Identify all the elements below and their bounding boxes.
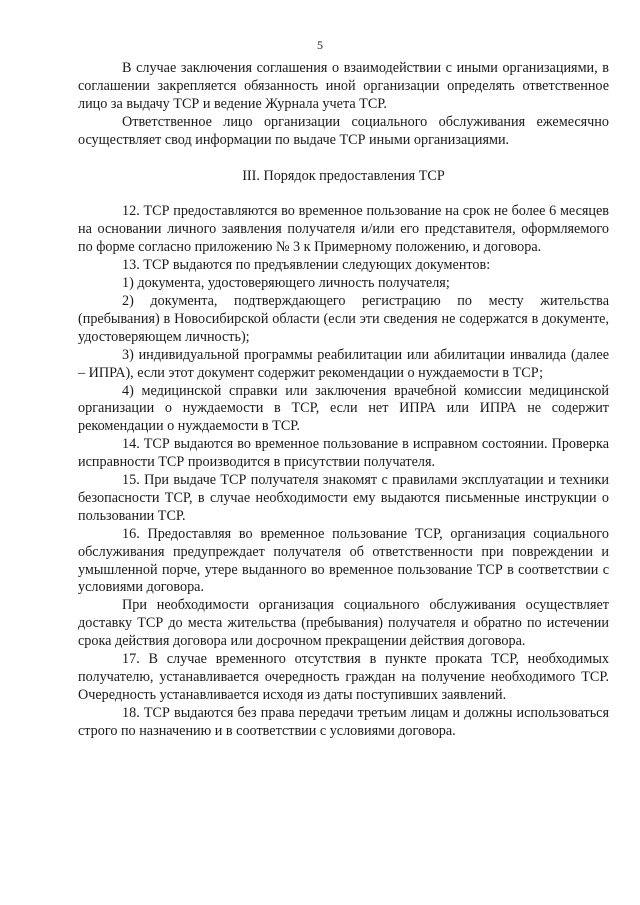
paragraph-14: 14. ТСР выдаются во временное пользование в исправном состоянии. Проверка исправности ТСР производится в присутствии получателя. [78,436,609,471]
intro-paragraph-2: Ответственное лицо организации социального обслуживания ежемесячно осуществляет свод информации по выдаче ТСР иными организациями. [78,113,609,148]
page-number: 5 [317,38,323,52]
paragraph-13: 13. ТСР выдаются по предъявлении следующих документов: [122,257,491,274]
paragraph-13-item-4: 4) медицинской справки или заключения врачебной комиссии медицинской организации о нуждаемости в ТСР, если нет ИПРА или ИПРА не содержит рекомендации о нуждаемости в ТСР. [78,382,609,435]
intro-paragraph-1: В случае заключения соглашения о взаимодействии с иными организациями, в соглашении закрепляется обязанность иной организации определять ответственное лицо за выдачу ТСР и ведение Журнала учета ТСР. [78,60,609,112]
paragraph-17: 17. В случае временного отсутствия в пункте проката ТСР, необходимых получателю, устанавливается очередность граждан на получение необходимого ТСР. Очередность устанавливается исходя из даты поступивших заявлений. [78,651,609,703]
paragraph-13-item-3: 3) индивидуальной программы реабилитации или абилитации инвалида (далее – ИПРА), если этот документ содержит рекомендации о нуждаемости в ТСР; [78,346,609,381]
paragraph-16: 16. Предоставляя во временное пользование ТСР, организация социального обслуживания предупреждает получателя об ответственности при повреждении и умышленной порче, утере выданного во временное пользование ТСР в соответствии с условиями договора. [78,525,609,596]
section-title: III. Порядок предоставления ТСР [242,167,445,184]
paragraph-16-delivery: При необходимости организация социального обслуживания осуществляет доставку ТСР до места жительства (пребывания) получателя и обратно по истечении срока действия договора или досрочном прекращении действия договора. [78,597,609,650]
document-body [78,60,609,741]
paragraph-12: 12. ТСР предоставляются во временное пользование на срок не более 6 месяцев на основании личного заявления получателя и/или его представителя, оформляемого по форме согласно приложению № 3 к Примерному положению, и договора. [78,203,609,256]
paragraph-15: 15. При выдаче ТСР получателя знакомят с правилами эксплуатации и техники безопасности ТСР, в случае необходимости ему выдаются письменные инструкции о пользовании ТСР. [78,472,609,524]
paragraph-13-item-1: 1) документа, удостоверяющего личность получателя; [122,275,450,292]
paragraph-18: 18. ТСР выдаются без права передачи третьим лицам и должны использоваться строго по назначению и в соответствии с условиями договора. [78,704,609,739]
paragraph-13-item-2: 2) документа, подтверждающего регистрацию по месту жительства (пребывания) в Новосибирской области (если эти сведения не содержатся в документе, удостоверяющем личность); [78,292,609,345]
